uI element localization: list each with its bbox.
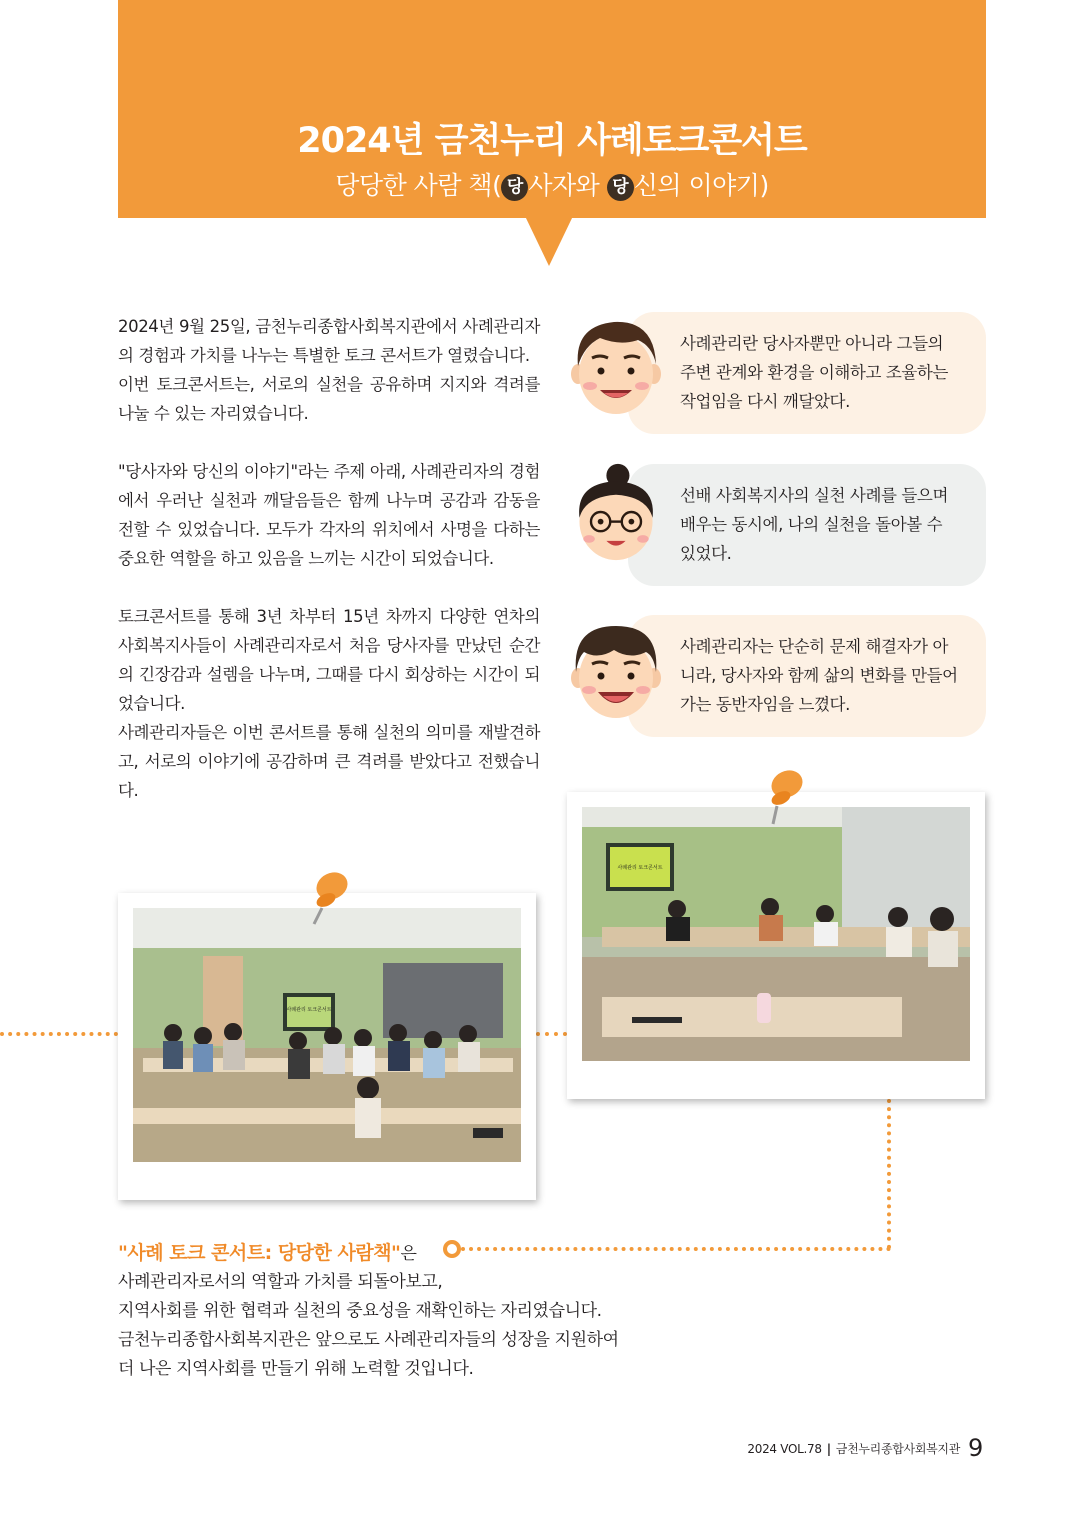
paragraph-3: "당사자와 당신의 이야기"라는 주제 아래, 사례관리자의 경험에서 우러난 실천과 깨달음들은 함께 나누며 공감과 감동을 전할 수 있었습니다. 모두가 각자의 위치에서 사명을 다하는 중요한 역할을 하고 있음을 느끼는 시간이 되었습니다. [118,462,540,568]
subtitle-post: 신의 이야기) [633,171,769,200]
quote-text-3: 사례관리자는 단순히 문제 해결자가 아니라, 당사자와 함께 삶의 변화를 만들어가는 동반자임을 느꼈다. [680,637,958,714]
photo-card-2 [567,792,985,1099]
paragraph-1: 2024년 9월 25일, 금천누리종합사회복지관에서 사례관리자의 경험과 가치를 나누는 특별한 토크 콘서트가 열렸습니다. [118,317,540,365]
summary-heading-suffix: 은 [400,1244,417,1264]
subtitle-circle-2: 당 [607,174,634,201]
subtitle-mid: 사자와 [528,171,607,200]
dotted-connector-bottom [461,1247,891,1251]
conference-room-photo-2 [582,807,970,1061]
article-body [118,312,540,805]
paragraph-4: 토크콘서트를 통해 3년 차부터 15년 차까지 다양한 연차의 사회복지사들이 사례관리자로서 처음 당사자를 만났던 순간의 긴장감과 설렘을 나누며, 그때를 다시 회상하는 시간이 되었습니다. [118,607,540,713]
banner-pointer [525,216,573,266]
footer-org: 금천누리종합사회복지관 [835,1442,961,1456]
ring-marker-icon [443,1240,461,1258]
quote-bubble-2 [628,464,986,586]
summary-line-1: 사례관리자로서의 역할과 가치를 되돌아보고, [118,1272,443,1292]
pushpin-icon [306,868,354,928]
paragraph-2: 이번 토크콘서트는, 서로의 실천을 공유하며 지지와 격려를 나눌 수 있는 자리였습니다. [118,375,540,423]
footer-issue: 2024 VOL.78 [747,1442,822,1456]
quote-text-1: 사례관리란 당사자뿐만 아니라 그들의 주변 관계와 환경을 이해하고 조율하는 작업임을 다시 깨달았다. [680,334,949,411]
quote-bubble-3 [628,615,986,737]
conference-room-photo-1 [133,908,521,1162]
woman-face-icon [570,462,662,562]
subtitle-pre: 당당한 사람 책( [335,171,502,200]
pushpin-icon [761,766,809,826]
quote-bubble-1 [628,312,986,434]
summary-heading-text: "사례 토크 콘서트: 당당한 사람책" [118,1242,401,1264]
summary-heading [118,1238,416,1265]
quote-text-2: 선배 사회복지사의 실천 사례를 들으며 배우는 동시에, 나의 실천을 돌아볼 수 있었다. [680,486,949,563]
screen-text-2: 사례관리 토크콘서트 [617,865,663,871]
page-footer [747,1434,983,1462]
photo-card-1 [118,893,536,1200]
summary-line-3: 금천누리종합사회복지관은 앞으로도 사례관리자들의 성장을 지원하여 [118,1330,619,1350]
man-face-icon [570,316,662,416]
dotted-connector-vertical [887,1099,891,1249]
header-banner [118,0,986,218]
page-number: 9 [968,1434,983,1462]
screen-text-1: 사례관리 토크콘서트 [286,1007,332,1013]
dotted-connector-left [0,1032,118,1036]
summary-line-2: 지역사회를 위한 협력과 실천의 중요성을 재확인하는 자리였습니다. [118,1301,602,1321]
footer-separator: | [826,1442,831,1456]
boy-face-icon [570,620,662,720]
page-subtitle [118,166,986,202]
page-title: 2024년 금천누리 사례토크콘서트 [297,121,807,161]
summary-body [118,1268,619,1384]
subtitle-circle-1: 당 [501,174,528,201]
paragraph-5: 사례관리자들은 이번 콘서트를 통해 실천의 의미를 재발견하고, 서로의 이야기에 공감하며 큰 격려를 받았다고 전했습니다. [118,723,540,800]
summary-line-4: 더 나은 지역사회를 만들기 위해 노력할 것입니다. [118,1359,474,1379]
dotted-connector-middle [536,1032,567,1036]
